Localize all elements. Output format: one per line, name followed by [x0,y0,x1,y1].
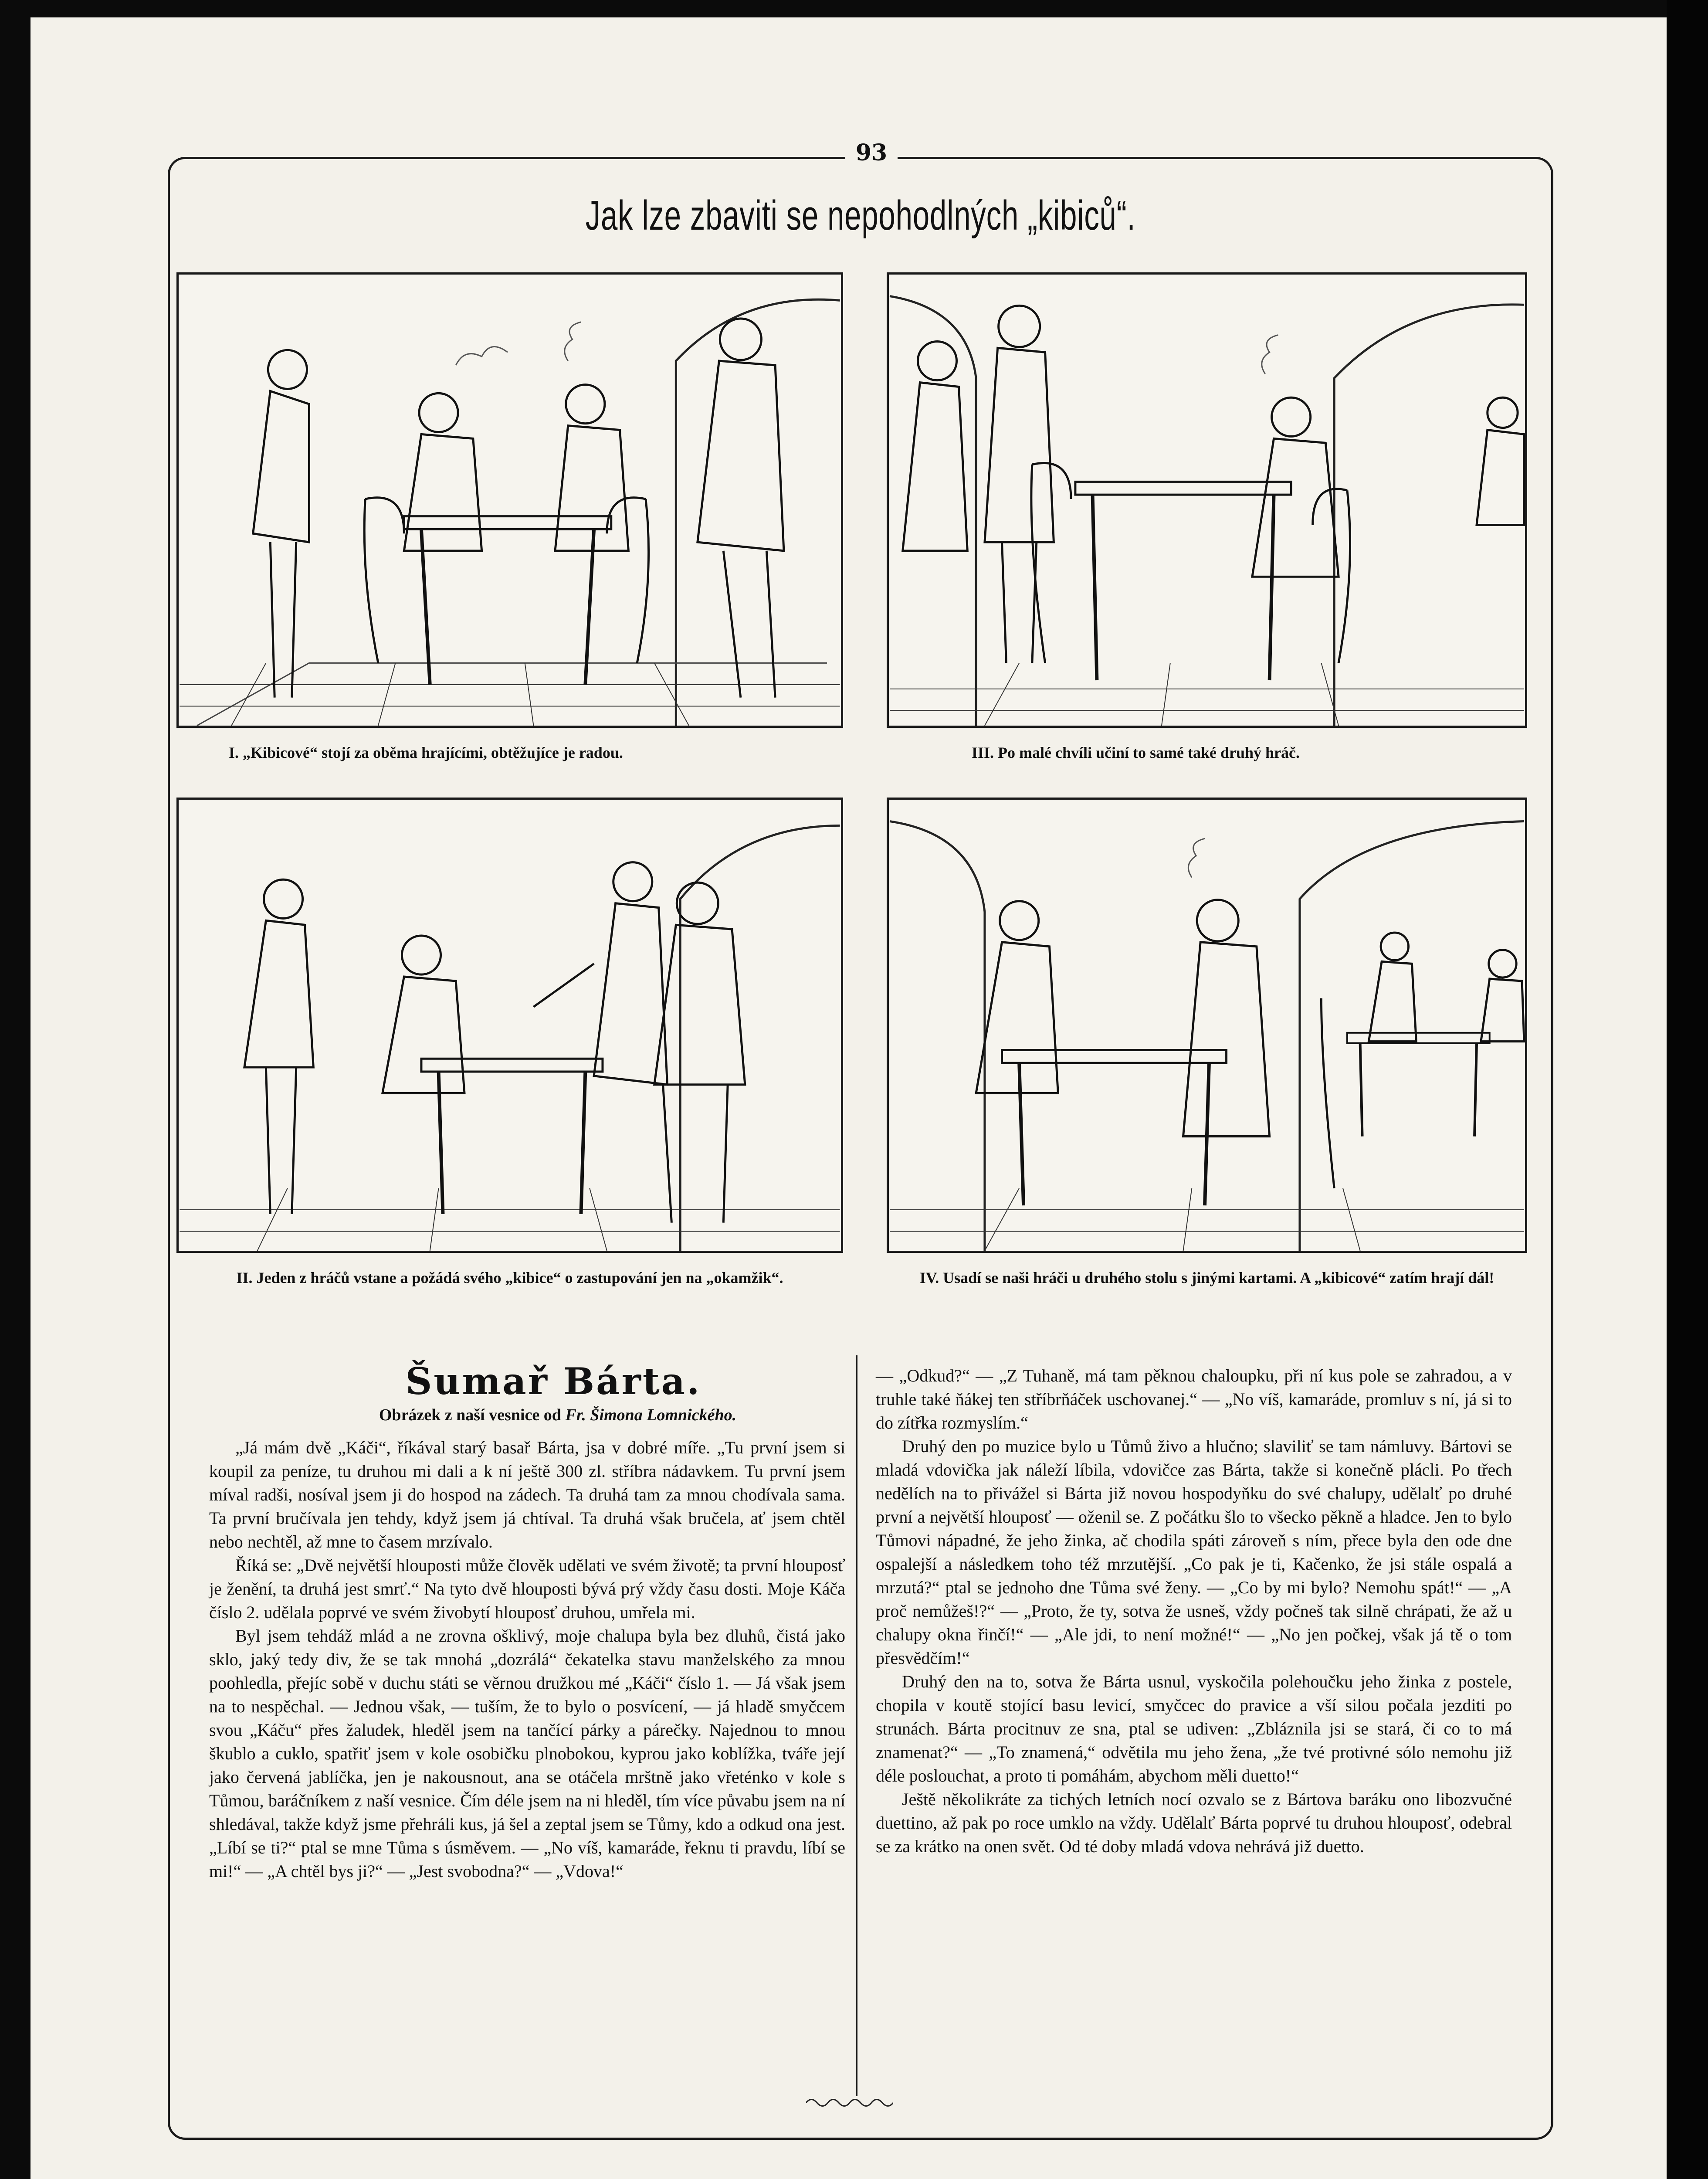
scan-edge [1667,0,1708,2179]
panel-3-caption: III. Po malé chvíli učiní to samé také druhý hráč. [972,744,1300,761]
paragraph: — „Odkud?“ — „Z Tuhaně, má tam pěknou chaloupku, při ní kus pole se zahradou, a v truhle také ňákej ten stříbrňáček uschovanej.“ — „No víš, kamaráde, promluv s ní, já si to do zítřka rozmyslím.“ [876,1366,1512,1432]
subtitle-author: Fr. Šimona Lomnického. [565,1406,737,1424]
paragraph: Ještě několikráte za tichých letních nocí ozvalo se z Bártova baráku ono libozvučné duettino, až pak po roce umklo na vždy. Udělalť Bárta poprvé tu druhou hlouposť, odebral se za krátko na onen svět. Od té doby mladá vdova nehrává již duetto. [876,1789,1512,1856]
panel-4-caption: IV. Usadí se naši hráči u druhého stolu s jinými kartami. A „kibicové“ zatím hrají dál! [919,1269,1494,1286]
story-subtitle [244,1405,871,1425]
end-flourish [806,2096,893,2109]
comic-panel-2 [176,798,843,1253]
paragraph: „Já mám dvě „Káči“, říkával starý basař Bárta, jsa v dobré míře. „Tu první jsem si koupil za peníze, tu druhou mi dali a k ní ještě 300 zl. stříbra nádavkem. Tu první jsem míval radši, nosíval jsem ji do hospod na zádech. Ta druhá tam za mnou chodívala sama. Ta první bručívala jen tehdy, když jsem já chtíval. Ta druhá však bručela, ať jsem chtěl nebo nechtěl, až mne to časem mrzívalo. [209,1438,845,1551]
paragraph: Druhý den po muzice bylo u Tůmů živo a hlučno; slaviliť se tam námluvy. Bártovi se mladá vdovička jak náleží líbila, vdovičce zas Bárta, takže si konečně plácli. Po třech nedělích na to přivážel si Bárta již novou hospodyňku do své chalupy, udělalť po druhé první a největší hlouposť — oženil se. Z počátku šlo to všecko pěkně a hladce. Jen to bylo Tůmovi nápadné, že jeho žinka, ač chodila spáti zároveň s ním, přece byla den ode dne ospalejší a následkem toho též mrzutější. „Co pak je ti, Kačenko, že jsi stále ospalá a mrzutá?“ ptal se jednoho dne Tůma své ženy. — „Co by mi bylo? Nemohu spát!“ — „A proč nemůžeš!?“ — „Proto, že ty, sotva že usneš, vždy počneš tak silně chrápati, že až u chalupy okna řinčí!“ — „Ale jdi, to není možné!“ — „No jen počkej, však já tě o tom přesvědčím!“ [876,1436,1512,1668]
comic-panel-1 [176,272,843,728]
panel-1-caption: I. „Kibicové“ stojí za oběma hrajícími, obtěžujíce je radou. [229,744,623,761]
column-divider [856,1355,857,2096]
panel-2-illustration [179,800,841,1251]
panel-4-illustration [889,800,1525,1251]
story-left-column [209,1436,845,1883]
paragraph: Říká se: „Dvě největší hlouposti může člověk udělati ve svém životě; ta první hlouposť je ženění, ta druhá jest smrť.“ Na tyto dvě hlouposti bývá prý vždy času dosti. Moje Káča číslo 2. udělala poprvé ve svém živobytí hlouposť druhou, umřela mi. [209,1555,845,1622]
comic-panel-4 [887,798,1527,1253]
comic-panel-3 [887,272,1527,728]
subtitle-prefix: Obrázek z naší vesnice od [379,1406,566,1424]
story-right-column [876,1364,1512,1858]
story-title: Šumař Bárta. [405,1360,702,1403]
page-number: 93 [845,139,898,166]
page-title: Jak lze zbaviti se nepohodlných „kibiců“. [585,192,1136,239]
paragraph: Druhý den na to, sotva že Bárta usnul, vyskočila polehoučku jeho žinka z postele, chopila v koutě stojící basu levicí, smyčcec do pravice a vší silou počala jezditi po strunách. Bárta procitnuv ze sna, ptal se udiven: „Zbláznila jsi se stará, či co to má znamenat?“ — „To znamená,“ odvětila mu jeho žena, „že tvé protivné sólo nemohu již déle poslouchat, a proto ti pomáhám, abychom měli duetto!“ [876,1672,1512,1785]
paragraph: Byl jsem tehdáž mlád a ne zrovna ošklivý, moje chalupa byla bez dluhů, čistá jako sklo, jaký tedy div, že se tak mnohá „dozrálá“ čekatelka stavu manželského za mnou poohledla, přejíc sobě v duchu státi se věrnou družkou mé „Káči“ číslo 1. — Já však jsem na to nespěchal. — Jednou však, — tuším, že to bylo o posvícení, — já hladě smyčcem svou „Káču“ přes žaludek, hleděl jsem na tančící párky a párečky. Najednou to mnou škublo a cuklo, spatřiť jsem v kole osobičku plnobokou, kyprou jako koblížka, tváře její jako červená jablíčka, jen je nakousnout, ana se otáčela mrštně jako vřeténko v kole s Tůmou, baráčníkem z naší vesnice. Čím déle jsem na ni hleděl, tím více půvabu jsem na ní shledával, takže když jsme přehráli kus, já šel a zeptal jsem se Tůmy, kdo a odkud ona jest. „Líbí se ti?“ ptal se mne Tůma s úsměvem. — „No víš, kamaráde, řeknu ti pravdu, líbí se mi!“ — „A chtěl bys ji?“ — „Jest svobodna?“ — „Vdova!“ [209,1626,845,1881]
panel-2-caption: II. Jeden z hráčů vstane a požádá svého „kibice“ o zastupování jen na „okamžik“. [236,1269,783,1286]
panel-1-illustration [179,275,841,726]
panel-3-illustration [889,275,1525,726]
